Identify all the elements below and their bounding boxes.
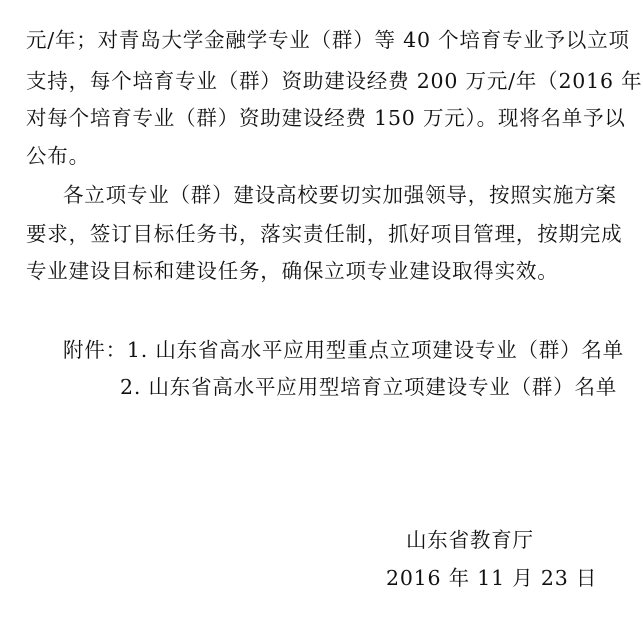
paragraph-line: 支持，每个培育专业（群）资助建设经费 200 万元/年（2016 年 [26, 69, 643, 93]
paragraph-line: 元/年；对青岛大学金融学专业（群）等 40 个培育专业予以立项 [26, 28, 630, 52]
signature-organization: 山东省教育厅 [406, 528, 534, 552]
attachment-item-2: 2. 山东省高水平应用型培育立项建设专业（群）名单 [120, 375, 618, 399]
attachment-item-1 [63, 340, 624, 361]
attachment-label: 附件： [63, 338, 127, 362]
signature-date: 2016 年 11 月 23 日 [386, 566, 598, 590]
paragraph-line: 专业建设目标和建设任务，确保立项专业建设取得实效。 [26, 259, 559, 283]
paragraph-line: 要求，签订目标任务书，落实责任制，抓好项目管理，按期完成 [26, 222, 623, 246]
paragraph-line: 公布。 [26, 144, 90, 168]
paragraph-line: 各立项专业（群）建设高校要切实加强领导，按照实施方案 [63, 183, 617, 207]
paragraph-line: 对每个培育专业（群）资助建设经费 150 万元）。现将名单予以 [26, 106, 626, 130]
attachment-text: 1. 山东省高水平应用型重点立项建设专业（群）名单 [126, 338, 624, 362]
